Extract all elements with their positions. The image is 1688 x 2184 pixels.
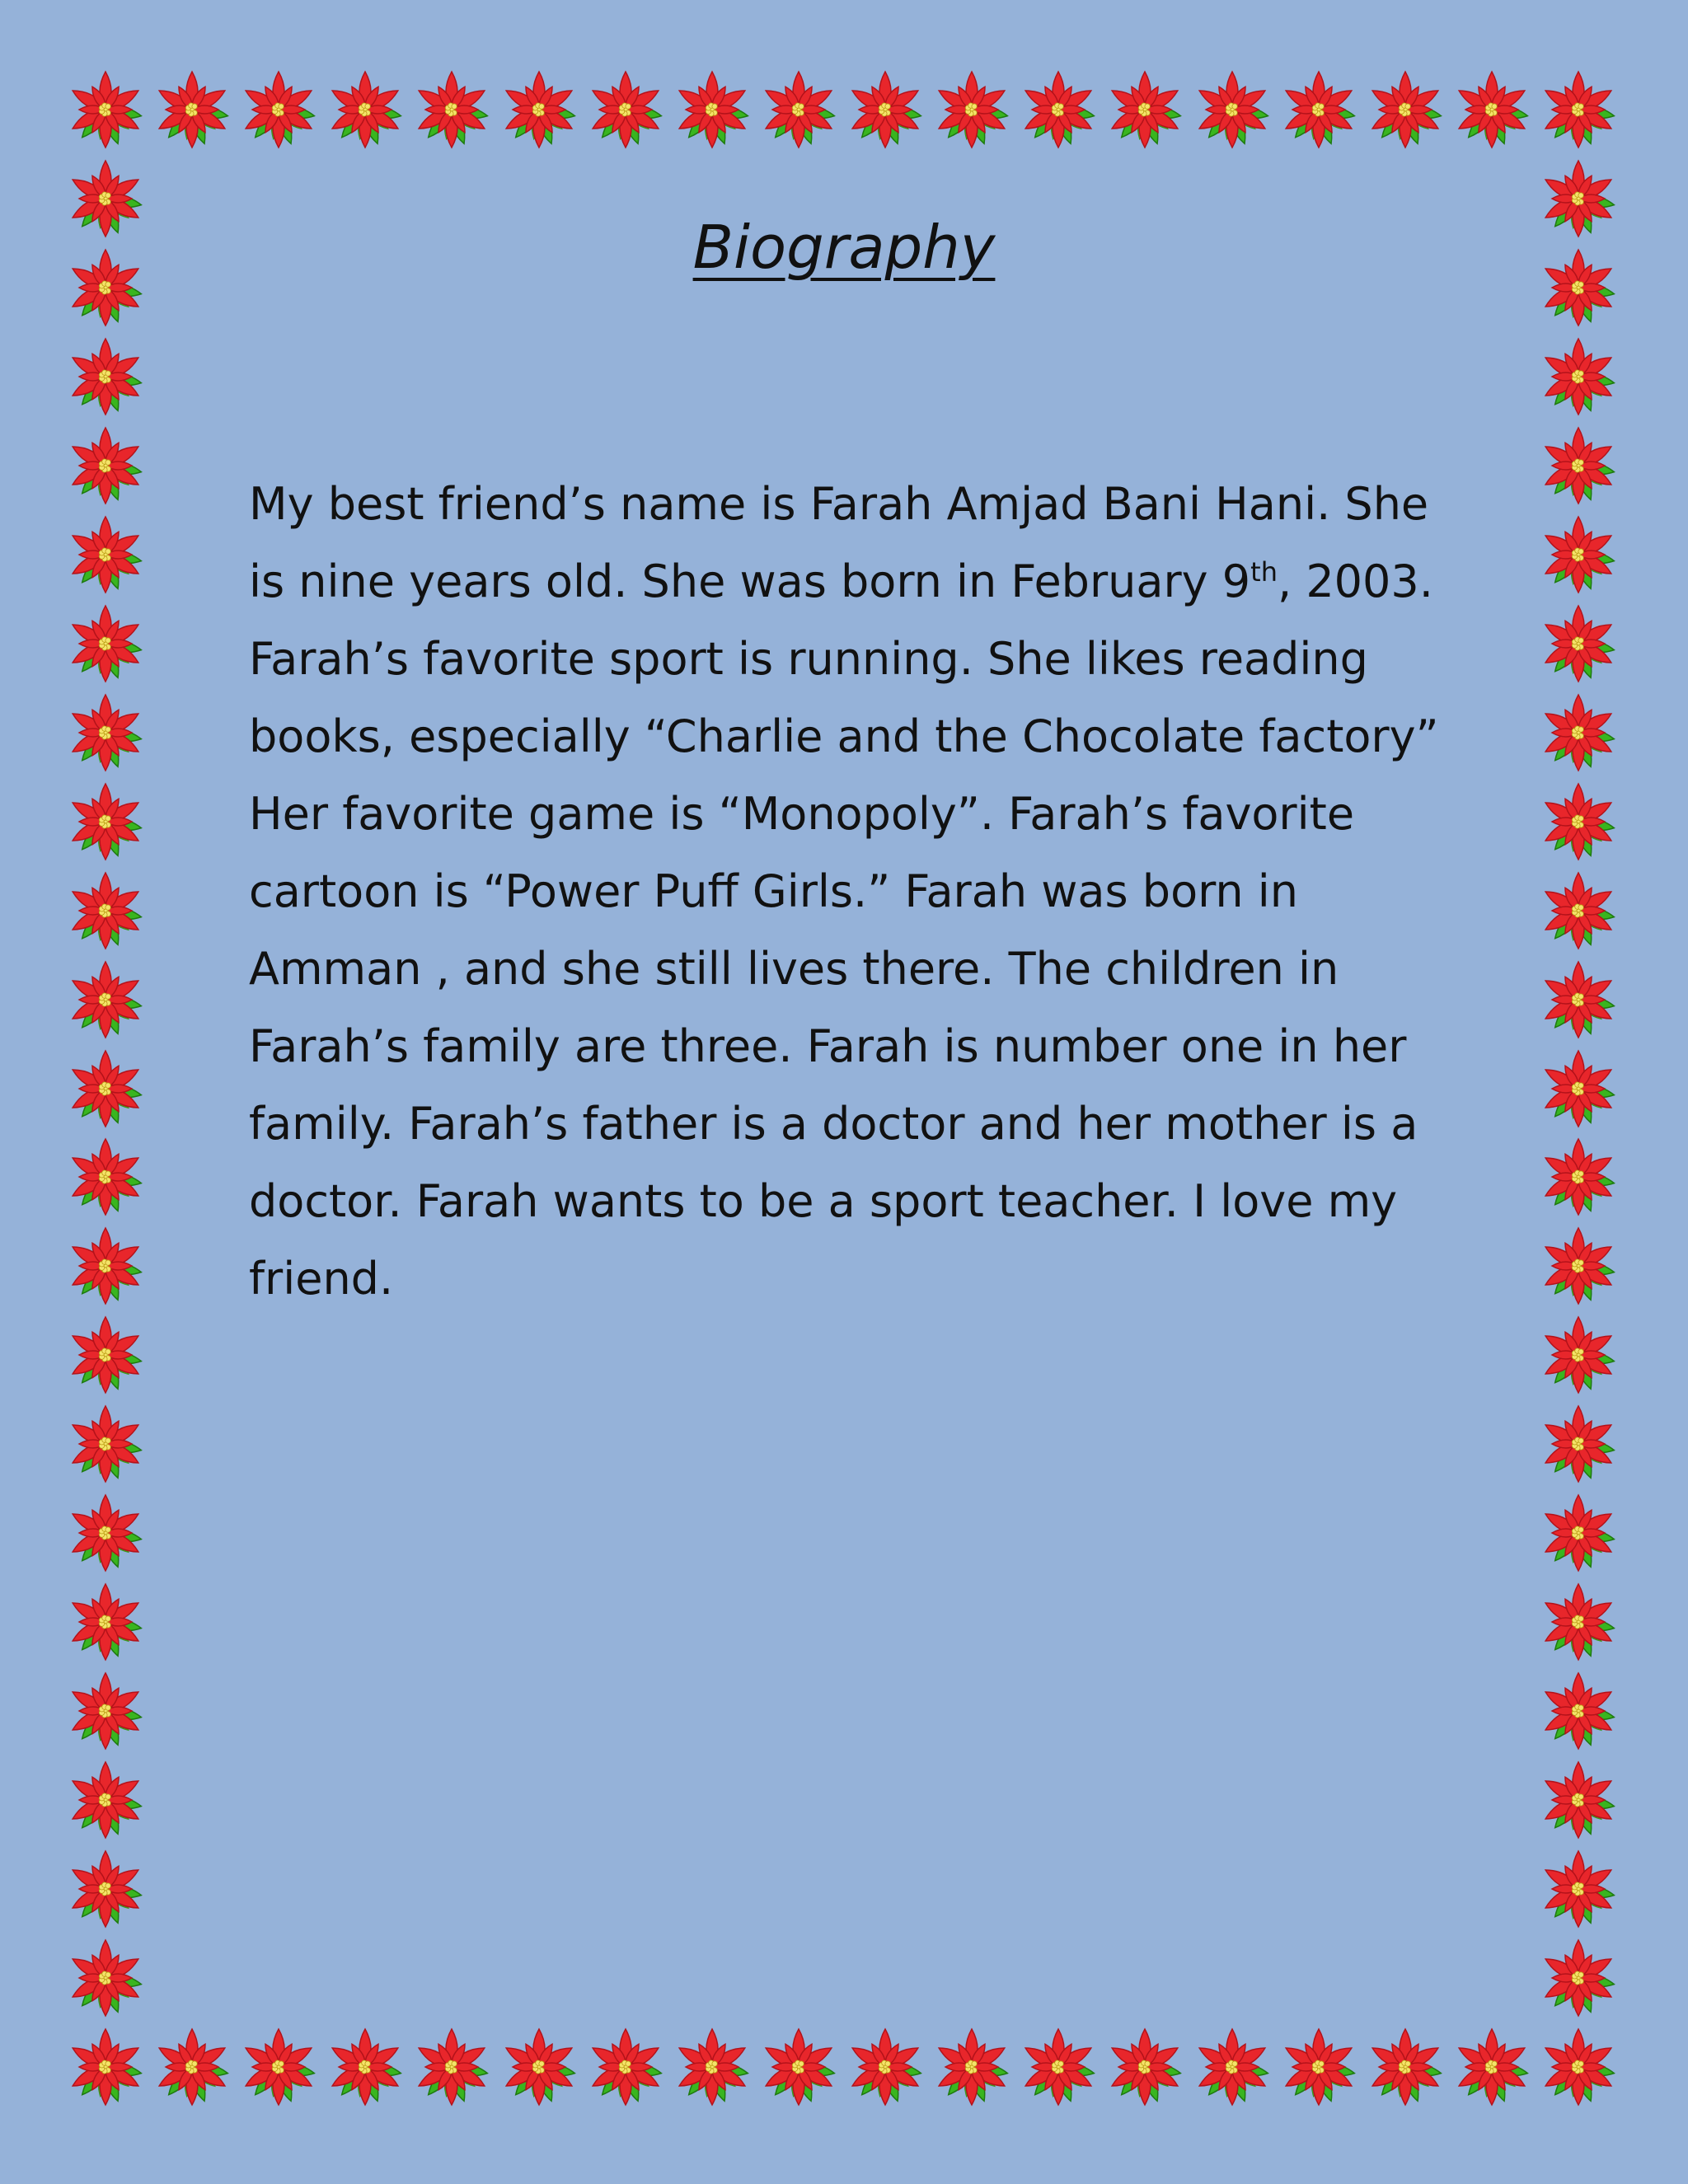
paragraph-line: family. Farah’s father is a doctor and her mother is a <box>249 1098 1418 1150</box>
poinsettia-flower-icon <box>64 780 147 863</box>
poinsettia-flower-icon <box>1537 1759 1620 1841</box>
poinsettia-flower-icon <box>498 68 580 151</box>
poinsettia-flower-icon <box>1451 2026 1533 2108</box>
poinsettia-flower-icon <box>757 68 840 151</box>
paragraph-line <box>249 543 1469 621</box>
poinsettia-flower-icon <box>151 2026 233 2108</box>
poinsettia-flower-icon <box>1278 68 1360 151</box>
poinsettia-flower-icon <box>1017 2026 1100 2108</box>
poinsettia-flower-icon <box>1537 1047 1620 1130</box>
paragraph-line: My best friend’s name is Farah Amjad Bani Hani. She <box>249 478 1429 530</box>
page-title: Biography <box>692 213 996 282</box>
poinsettia-flower-icon <box>64 1759 147 1841</box>
poinsettia-flower-icon <box>64 2026 147 2108</box>
poinsettia-flower-icon <box>64 1225 147 1307</box>
poinsettia-flower-icon <box>931 68 1013 151</box>
poinsettia-flower-icon <box>1191 68 1273 151</box>
poinsettia-flower-icon <box>64 691 147 774</box>
poinsettia-flower-icon <box>1537 1136 1620 1218</box>
poinsettia-flower-icon <box>410 68 493 151</box>
paragraph-line: Amman , and she still lives there. The children in <box>249 943 1339 995</box>
poinsettia-flower-icon <box>64 424 147 507</box>
poinsettia-flower-icon <box>1537 68 1620 151</box>
poinsettia-flower-icon <box>1537 1848 1620 1930</box>
poinsettia-flower-icon <box>237 68 320 151</box>
poinsettia-flower-icon <box>1537 1403 1620 1485</box>
paragraph-line: books, especially “Charlie and the Chocolate factory” <box>249 710 1439 762</box>
poinsettia-flower-icon <box>1364 68 1447 151</box>
poinsettia-flower-icon <box>1104 2026 1186 2108</box>
poinsettia-flower-icon <box>64 1136 147 1218</box>
poinsettia-flower-icon <box>1537 335 1620 418</box>
poinsettia-flower-icon <box>64 1581 147 1663</box>
poinsettia-flower-icon <box>1537 1492 1620 1574</box>
poinsettia-flower-icon <box>931 2026 1013 2108</box>
poinsettia-flower-icon <box>1537 1314 1620 1396</box>
poinsettia-flower-icon <box>1537 869 1620 952</box>
poinsettia-flower-icon <box>1537 1225 1620 1307</box>
poinsettia-flower-icon <box>64 1047 147 1130</box>
poinsettia-flower-icon <box>410 2026 493 2108</box>
poinsettia-flower-icon <box>64 1314 147 1396</box>
poinsettia-flower-icon <box>844 2026 926 2108</box>
poinsettia-flower-icon <box>64 958 147 1041</box>
poinsettia-flower-icon <box>1278 2026 1360 2108</box>
poinsettia-flower-icon <box>498 2026 580 2108</box>
poinsettia-flower-icon <box>1537 602 1620 685</box>
poinsettia-flower-icon <box>1017 68 1100 151</box>
poinsettia-flower-icon <box>844 68 926 151</box>
poinsettia-flower-icon <box>64 1848 147 1930</box>
poinsettia-flower-icon <box>324 68 406 151</box>
poinsettia-flower-icon <box>64 335 147 418</box>
poinsettia-flower-icon <box>64 869 147 952</box>
poinsettia-flower-icon <box>64 1937 147 2019</box>
poinsettia-flower-icon <box>237 2026 320 2108</box>
poinsettia-flower-icon <box>1537 1670 1620 1752</box>
poinsettia-flower-icon <box>64 602 147 685</box>
poinsettia-flower-icon <box>584 2026 667 2108</box>
poinsettia-flower-icon <box>1537 958 1620 1041</box>
poinsettia-flower-icon <box>1537 1581 1620 1663</box>
poinsettia-flower-icon <box>1537 2026 1620 2108</box>
poinsettia-flower-icon <box>1451 68 1533 151</box>
paragraph-line: cartoon is “Power Puff Girls.” Farah was born in <box>249 865 1298 917</box>
poinsettia-flower-icon <box>671 68 753 151</box>
paragraph-line: Her favorite game is “Monopoly”. Farah’s favorite <box>249 788 1355 840</box>
poinsettia-flower-icon <box>757 2026 840 2108</box>
line-text: , 2003. <box>1278 555 1433 607</box>
paragraph-line: doctor. Farah wants to be a sport teacher. I love my <box>249 1175 1398 1227</box>
poinsettia-flower-icon <box>1537 780 1620 863</box>
poinsettia-flower-icon <box>64 513 147 596</box>
poinsettia-flower-icon <box>1191 2026 1273 2108</box>
poinsettia-flower-icon <box>1537 691 1620 774</box>
poinsettia-flower-icon <box>671 2026 753 2108</box>
poinsettia-flower-icon <box>584 68 667 151</box>
line-text: is nine years old. She was born in February 9 <box>249 555 1251 607</box>
paragraph-line: Farah’s family are three. Farah is number one in her <box>249 1020 1407 1072</box>
poinsettia-flower-icon <box>151 68 233 151</box>
poinsettia-flower-icon <box>64 1492 147 1574</box>
poinsettia-flower-icon <box>1537 1937 1620 2019</box>
biography-paragraph <box>249 466 1469 1318</box>
paragraph-line: Farah’s favorite sport is running. She likes reading <box>249 633 1368 685</box>
poinsettia-flower-icon <box>64 1670 147 1752</box>
poinsettia-flower-icon <box>1104 68 1186 151</box>
poinsettia-flower-icon <box>1364 2026 1447 2108</box>
poinsettia-flower-icon <box>1537 424 1620 507</box>
paragraph-line: friend. <box>249 1253 394 1305</box>
poinsettia-flower-icon <box>324 2026 406 2108</box>
poinsettia-flower-icon <box>1537 513 1620 596</box>
poinsettia-flower-icon <box>64 68 147 151</box>
poinsettia-flower-icon <box>64 1403 147 1485</box>
ordinal-superscript: th <box>1250 556 1278 588</box>
